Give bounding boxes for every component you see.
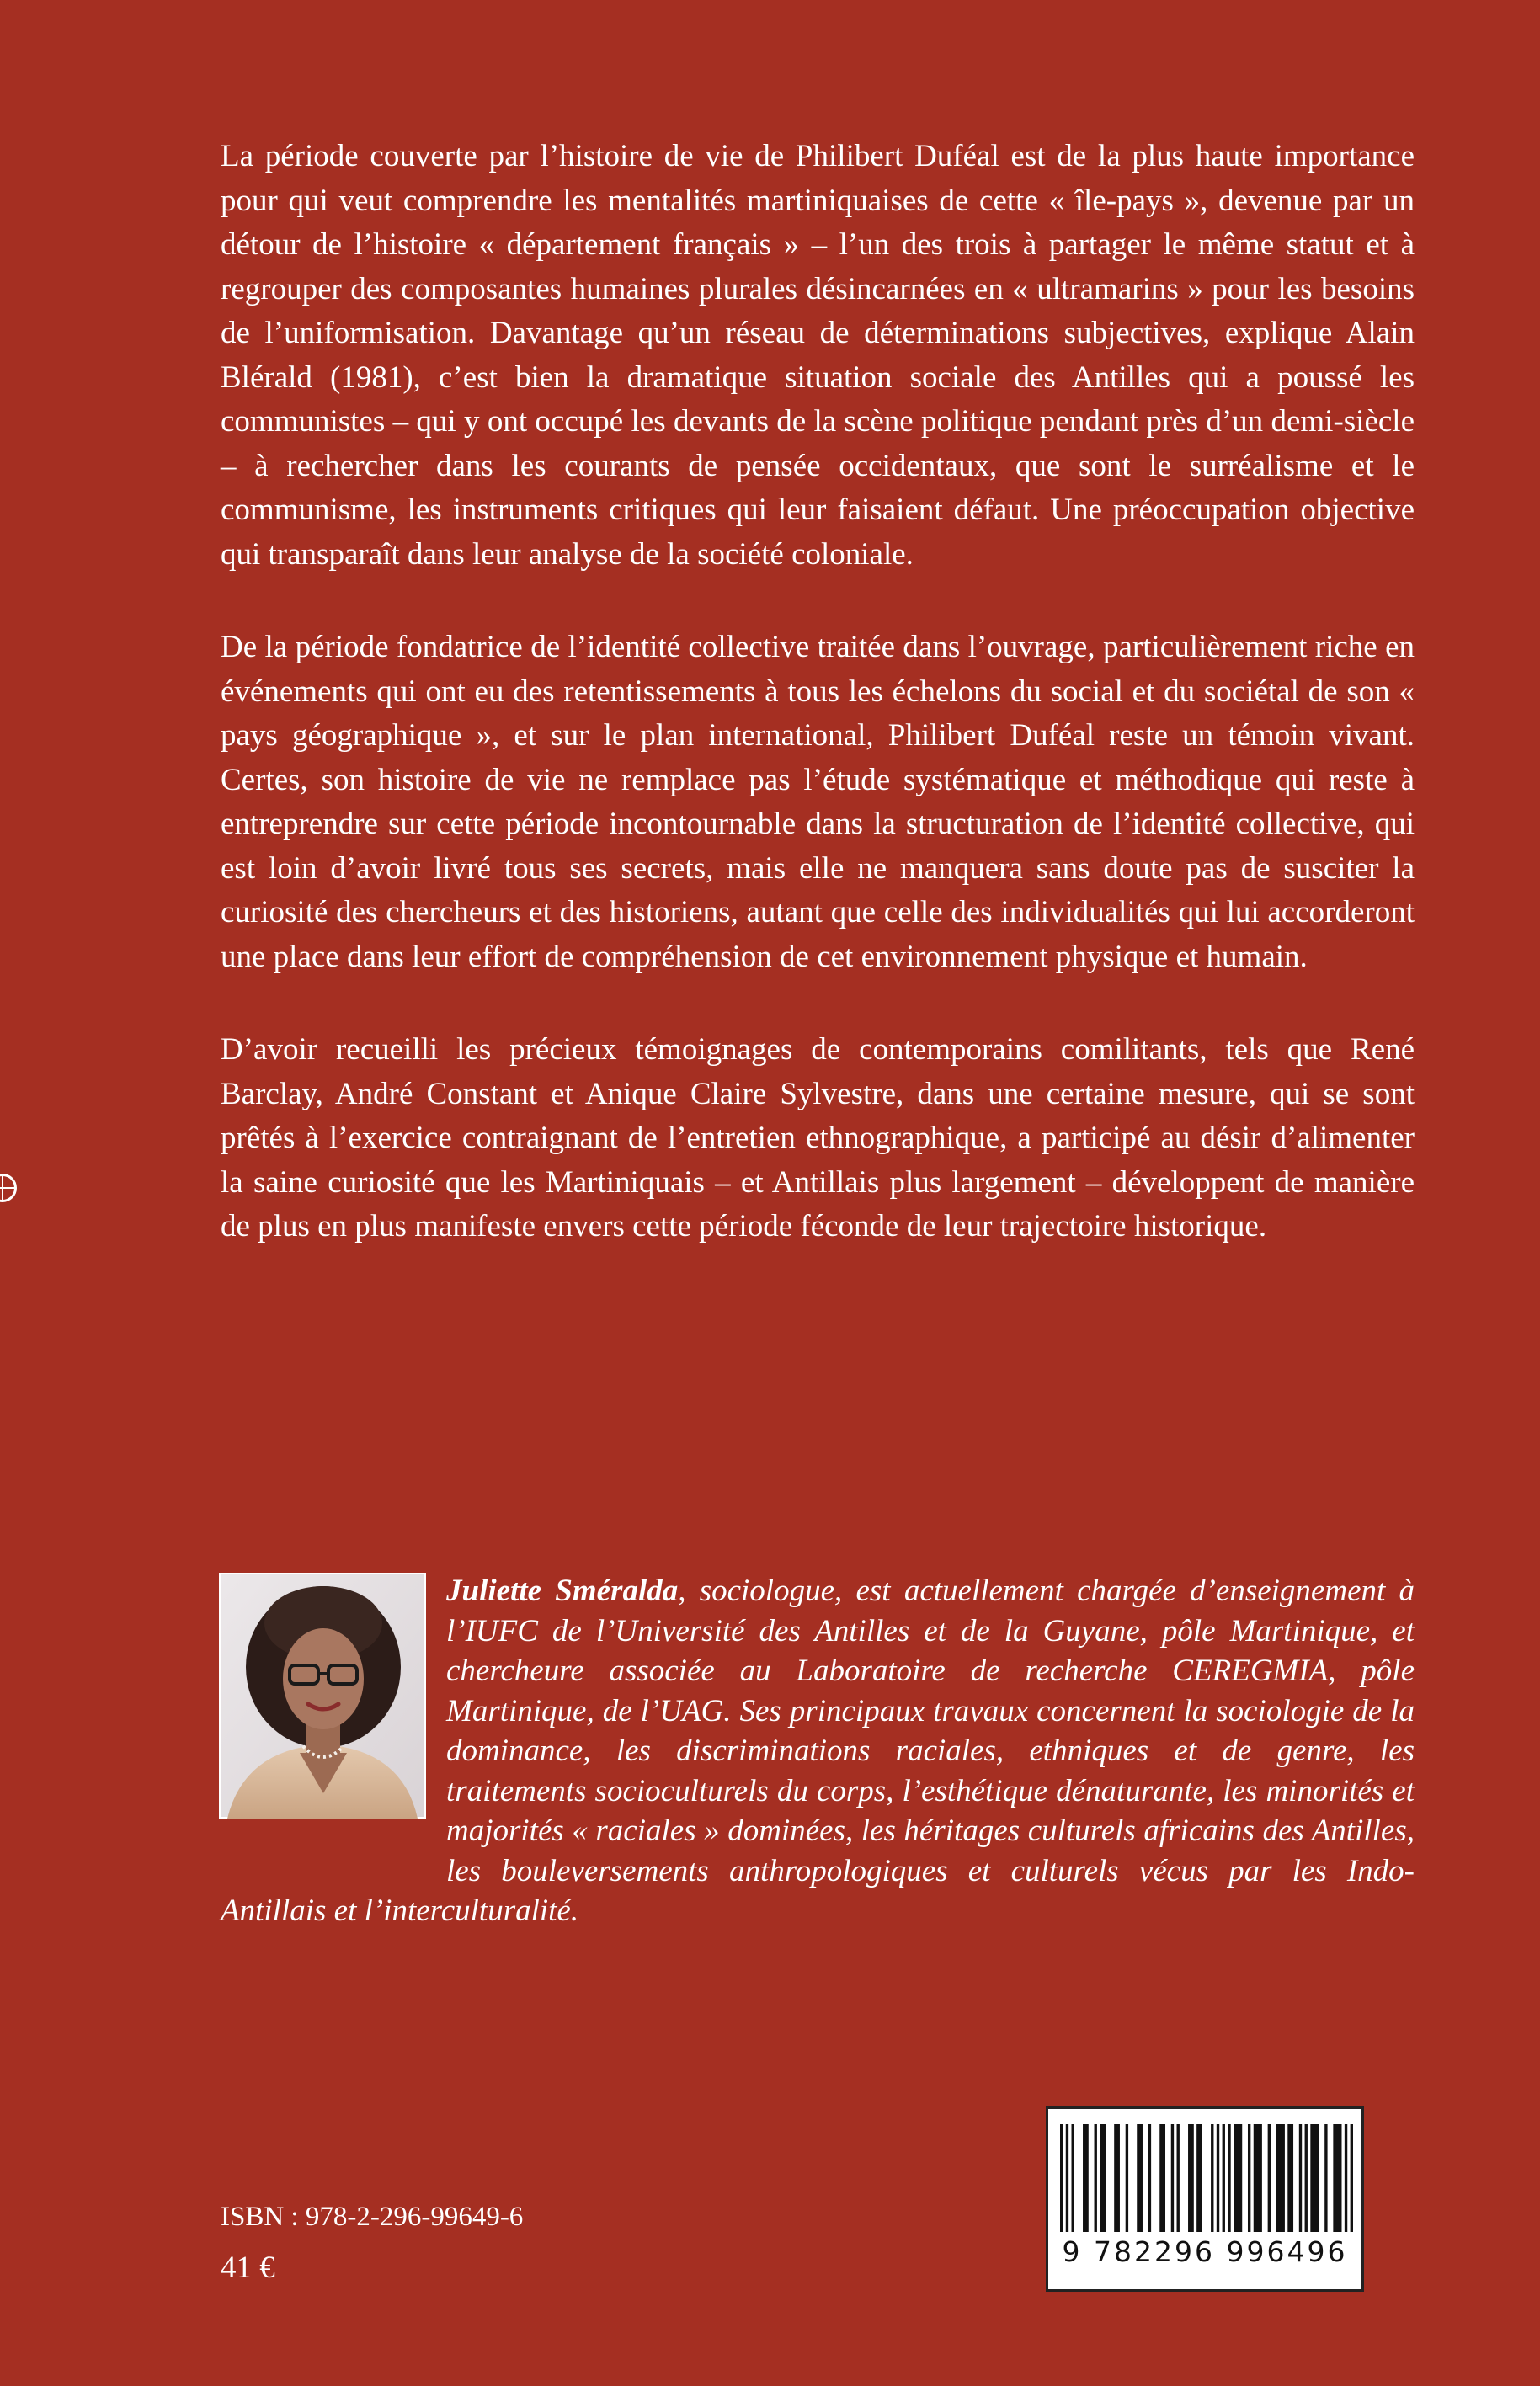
barcode-bar	[1211, 2124, 1213, 2232]
back-cover-text	[221, 135, 1415, 1298]
barcode-bar	[1196, 2124, 1202, 2232]
author-name: Juliette Sméralda	[446, 1574, 679, 1608]
barcode-bar	[1171, 2124, 1174, 2232]
barcode-bar	[1126, 2124, 1128, 2232]
barcode-digits: 9 782296 996496	[1062, 2235, 1348, 2268]
barcode	[1046, 2106, 1364, 2292]
isbn-text: ISBN : 978-2-296-99649-6	[221, 2202, 524, 2232]
paragraph-1: La période couverte par l’histoire de vie de Philibert Duféal est de la plus haute importance pour qui veut comprendre les mentalités martiniquaises de cette « île-pays », devenue par un détour de l’histoire « département français » – l’un des trois à partager le même statut et à regrouper des composantes humaines plurales désincarnées en « ultramarins » pour les besoins de l’uniformisation. Davantage qu’un réseau de déterminations subjectives, explique Alain Blérald (1981), c’est bien la dramatique situation sociale des Antilles qui a poussé les communistes – qui y ont occupé les devants de la scène politique pendant près d’un demi-siècle – à rechercher dans les courants de pensée occidentaux, que sont le surréalisme et le communisme, les instruments critiques qui leur faisaient défaut. Une préoccupation objective qui transparaît dans leur analyse de la société coloniale.	[221, 139, 1415, 572]
barcode-bar	[1083, 2124, 1089, 2232]
barcode-bar	[1234, 2124, 1242, 2232]
barcode-bar	[1137, 2124, 1143, 2232]
barcode-bar	[1254, 2124, 1262, 2232]
author-bio-text: , sociologue, est actuellement chargée d’enseignement à l’IUFC de l’Université des Antilles et de la Guyane, pôle Martinique, et chercheure associée au Laboratoire de recherche CEREGMIA, pôle Martinique, de l’UAG. Ses principaux travaux concernent la sociologie de la dominance, les discriminations raciales, ethniques et de genre, les traitements socioculturels du corps, l’esthétique dénaturante, les minorités et majorités « raciales » dominées, les héritages culturels africains des Antilles, les bouleversements anthropologiques et culturels vécus par les Indo-Antillais et l’interculturalité.	[221, 1574, 1415, 1928]
barcode-bar	[1299, 2124, 1302, 2232]
price-text: 41 €	[221, 2250, 275, 2285]
barcode-bar	[1072, 2124, 1074, 2232]
barcode-bar	[1310, 2124, 1319, 2232]
barcode-bar	[1188, 2124, 1194, 2232]
barcode-bar	[1324, 2124, 1327, 2232]
paragraph-2: De la période fondatrice de l’identité collective traitée dans l’ouvrage, particulièrement riche en événements qui ont eu des retentissements à tous les échelons du social et du sociétal de son « pays géographique », et sur le plan international, Philibert Duféal reste un témoin vivant. Certes, son histoire de vie ne remplace pas l’étude systématique et méthodique qui reste à entreprendre sur cette période incontournable dans la structuration de l’identité collective, qui est loin d’avoir livré tous ses secrets, mais elle ne manquera sans doute pas de susciter la curiosité des chercheurs et des historiens, autant que celle des individualités qui lui accorderont une place dans leur effort de compréhension de cet environnement physique et humain.	[221, 630, 1415, 974]
barcode-bar	[1333, 2124, 1341, 2232]
barcode-bar	[1223, 2124, 1225, 2232]
barcode-bar	[1060, 2124, 1063, 2232]
barcode-bars	[1060, 2124, 1353, 2232]
barcode-bar	[1100, 2124, 1106, 2232]
barcode-bar	[1159, 2124, 1165, 2232]
barcode-bar	[1114, 2124, 1120, 2232]
barcode-bar	[1305, 2124, 1308, 2232]
barcode-bar	[1287, 2124, 1293, 2232]
barcode-bar	[1268, 2124, 1271, 2232]
barcode-bar	[1177, 2124, 1180, 2232]
registration-mark-icon	[0, 1174, 17, 1202]
barcode-bar	[1148, 2124, 1151, 2232]
barcode-bar	[1066, 2124, 1068, 2232]
paragraph-3: D’avoir recueilli les précieux témoignages de contemporains comilitants, tels que René Barclay, André Constant et Anique Claire Sylvestre, dans une certaine mesure, qui se sont prêtés à l’exercice contraignant de l’entretien ethnographique, a participé au désir d’alimenter la saine curiosité que les Martiniquais – et Antillais plus largement – développent de manière de plus en plus manifeste envers cette période féconde de leur trajectoire historique.	[221, 1032, 1415, 1244]
barcode-bar	[1228, 2124, 1230, 2232]
barcode-bar	[1351, 2124, 1353, 2232]
barcode-bar	[1248, 2124, 1250, 2232]
barcode-bar	[1095, 2124, 1097, 2232]
barcode-bar	[1276, 2124, 1285, 2232]
author-bio	[221, 1571, 1415, 1931]
barcode-bar	[1345, 2124, 1347, 2232]
barcode-bar	[1217, 2124, 1219, 2232]
